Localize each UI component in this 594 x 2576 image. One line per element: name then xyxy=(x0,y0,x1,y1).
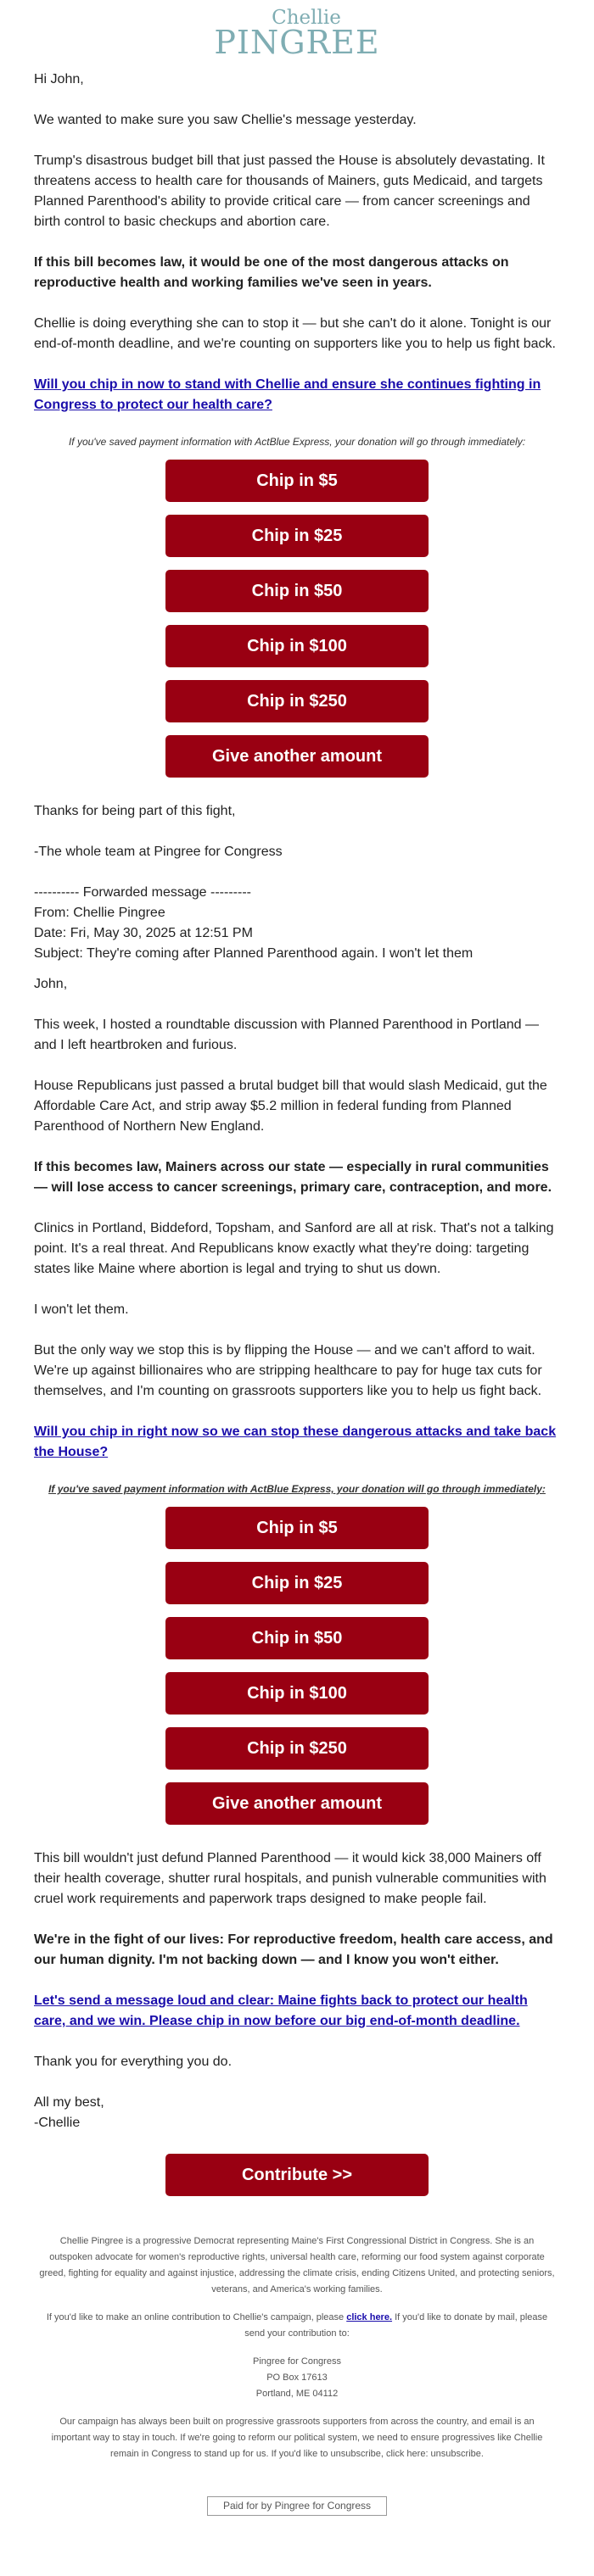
footer-contribute-pre: If you'd like to make an online contribution to Chellie's campaign, please xyxy=(46,2312,347,2322)
chip-in-50-button[interactable]: Chip in $50 xyxy=(165,570,429,612)
letter-paragraph: But the only way we stop this is by flipping the House — and we can't afford to wait. We're up against billionaires who are stripping healthcare to pay for huge tax cuts for themselves, and I'm counting on grassroots supporters like you to help us fight back. xyxy=(34,1343,542,1398)
actblue-note: If you've saved payment information with ActBlue Express, your donation will go through immediately: xyxy=(68,436,526,448)
chip-in-250-button[interactable]: Chip in $250 xyxy=(165,680,429,722)
chip-in-25-button[interactable]: Chip in $25 xyxy=(165,515,429,557)
closing-donate-link[interactable]: Let's send a message loud and clear: Maine fights back to protect our health care, and we win. Please chip in now before our big end-of-month deadline. xyxy=(34,1993,528,2028)
logo-mark xyxy=(214,7,380,61)
intro-bold-paragraph: If this bill becomes law, it would be one of the most dangerous attacks on reproductive health and working families we've seen in years. xyxy=(34,255,509,290)
intro-paragraph: Trump's disastrous budget bill that just passed the House is absolutely devastating. It threatens access to health care for thousands of Mainers, guts Medicaid, and targets Planned Parenthood's ability to provide critical care — from cancer screenings and birth control to basic checkups and abortion care. xyxy=(34,153,545,229)
give-another-amount-button[interactable]: Give another amount xyxy=(165,1782,429,1825)
greeting: Hi John, xyxy=(34,72,84,86)
letter-paragraph: Clinics in Portland, Biddeford, Topsham, and Sanford are all at risk. That's not a talking point. It's a real threat. And Republicans know exactly what they're doing: targeting states like Maine where abortion is legal and trying to shut us down. xyxy=(34,1221,554,1276)
footer-about: Chellie Pingree is a progressive Democrat representing Maine's First Congressional District in Congress. She is an outspoken advocate for women's reproductive rights, universal health care, reforming our food system against corporate greed, fighting for equality and against injustice, addressing the climate crisis, ending Citizens United, and protecting seniors, veterans, and America's working families. xyxy=(39,2236,555,2294)
donate-button-group xyxy=(34,1507,560,1825)
logo-first-name: Chellie xyxy=(272,7,341,29)
outro-paragraph: Thanks for being part of this fight, xyxy=(34,804,236,818)
logo xyxy=(34,0,560,70)
letter-greeting: John, xyxy=(34,977,68,991)
give-another-amount-button[interactable]: Give another amount xyxy=(165,735,429,778)
intro-paragraph: Chellie is doing everything she can to stop it — but she can't do it alone. Tonight is our end-of-month deadline, and we're counting on supporters like you to help us fight back. xyxy=(34,316,556,351)
footer-contribute xyxy=(39,2310,555,2342)
signoff: All my best, xyxy=(34,2095,104,2110)
chip-in-5-button[interactable]: Chip in $5 xyxy=(165,460,429,502)
chip-in-100-button[interactable]: Chip in $100 xyxy=(165,1672,429,1715)
donate-ask-link[interactable]: Will you chip in now to stand with Chellie and ensure she continues fighting in Congress to protect our health care? xyxy=(34,377,541,412)
closing-bold-paragraph: We're in the fight of our lives: For reproductive freedom, health care access, and our human dignity. I'm not backing down — and I know you won't either. xyxy=(34,1932,553,1967)
team-signature: -The whole team at Pingree for Congress xyxy=(34,845,283,859)
chip-in-250-button[interactable]: Chip in $250 xyxy=(165,1727,429,1770)
footer-grassroots: Our campaign has always been built on progressive grassroots supporters from across the country, and email is an important way to stay in touch. If we're going to reform our political system, we need to ensure progressives like Chellie remain in Congress to stand up for us. If you'd like to unsubscribe, click here: unsubscribe. xyxy=(51,2417,543,2459)
address-line: Pingree for Congress xyxy=(253,2356,341,2367)
forwarded-header xyxy=(34,883,560,964)
donate-button-group xyxy=(34,460,560,778)
footer xyxy=(34,2233,560,2528)
forwarded-date: Date: Fri, May 30, 2025 at 12:51 PM xyxy=(34,926,253,940)
forwarded-divider: ---------- Forwarded message --------- xyxy=(34,885,251,900)
donate-ask-link[interactable]: Will you chip in right now so we can stop these dangerous attacks and take back the House? xyxy=(34,1425,557,1459)
footer-contribute-post: If you'd like to donate by mail, please send your contribution to: xyxy=(244,2312,548,2339)
letter-paragraph: This week, I hosted a roundtable discussion with Planned Parenthood in Portland — and I left heartbroken and furious. xyxy=(34,1018,540,1052)
signature: -Chellie xyxy=(34,2116,81,2130)
address-line: Portland, ME 04112 xyxy=(255,2389,339,2399)
thank-you: Thank you for everything you do. xyxy=(34,2055,233,2069)
paid-for-disclaimer: Paid for by Pingree for Congress xyxy=(207,2496,387,2516)
contribute-button-group xyxy=(34,2154,560,2196)
actblue-note: If you've saved payment information with ActBlue Express, your donation will go through immediately: xyxy=(48,1483,546,1495)
letter-paragraph: House Republicans just passed a brutal budget bill that would slash Medicaid, gut the Affordable Care Act, and strip away $5.2 million in federal funding from Planned Parenthood of Northern New England. xyxy=(34,1079,547,1134)
contribute-button[interactable]: Contribute >> xyxy=(165,2154,429,2196)
forwarded-subject: Subject: They're coming after Planned Parenthood again. I won't let them xyxy=(34,946,474,961)
closing-paragraph: This bill wouldn't just defund Planned Parenthood — it would kick 38,000 Mainers off their health coverage, shutter rural hospitals, and punish vulnerable communities with cruel work requirements and paperwork traps designed to make people fail. xyxy=(34,1851,546,1906)
intro-paragraph: We wanted to make sure you saw Chellie's message yesterday. xyxy=(34,113,417,127)
letter-paragraph: I won't let them. xyxy=(34,1302,129,1317)
chip-in-5-button[interactable]: Chip in $5 xyxy=(165,1507,429,1549)
mailing-address xyxy=(39,2354,555,2402)
chip-in-100-button[interactable]: Chip in $100 xyxy=(165,625,429,667)
address-line: PO Box 17613 xyxy=(266,2372,328,2383)
letter-bold-paragraph: If this becomes law, Mainers across our state — especially in rural communities — will lose access to cancer screenings, primary care, contraception, and more. xyxy=(34,1160,552,1195)
footer-click-here-link[interactable]: click here. xyxy=(346,2312,393,2322)
chip-in-50-button[interactable]: Chip in $50 xyxy=(165,1617,429,1659)
forwarded-from: From: Chellie Pingree xyxy=(34,906,165,920)
chip-in-25-button[interactable]: Chip in $25 xyxy=(165,1562,429,1604)
logo-last-name: PINGREE xyxy=(214,24,380,61)
